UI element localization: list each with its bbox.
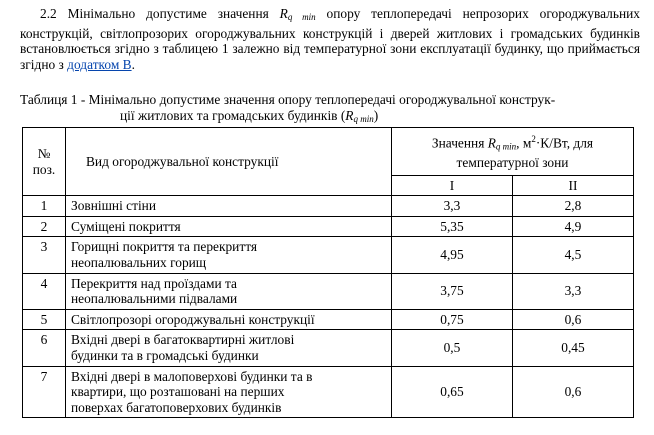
row-number: 7 — [23, 366, 66, 418]
row-type-line: поверхах багатоповерхових будинків — [71, 399, 282, 415]
row-zone-2-value: 3,3 — [512, 273, 633, 309]
row-number: 2 — [23, 216, 66, 237]
para-text-2: опору теплопередачі непрозорих огороджувальних конструкцій, світлопрозорих огороджувальних конструкцій і дверей житлових і громадських будинків встановлюється згідно з таблицею 1 залежно від температурної зони експлуатації будинку, що приймається згідно з — [20, 6, 640, 72]
row-zone-2-value: 4,9 — [512, 216, 633, 237]
header-type: Вид огороджувальної конструкції — [66, 128, 392, 196]
caption-symbol: R — [345, 107, 354, 123]
row-type-line: Вхідні двері в багатоквартирні житлові — [71, 332, 295, 348]
caption-close: ) — [373, 107, 379, 123]
row-construction-type — [66, 330, 392, 366]
row-zone-1-value: 0,5 — [392, 330, 513, 366]
header-value — [392, 128, 634, 176]
caption-text: ції житлових та громадських будинків ( — [120, 107, 346, 123]
header-num — [23, 128, 66, 196]
header-value-unit: ·К/Вт, для — [535, 135, 594, 151]
header-num-line1: № — [37, 146, 51, 162]
header-value-line2: температурної зони — [456, 155, 569, 171]
row-zone-2-value: 0,6 — [512, 366, 633, 418]
row-zone-1-value: 0,75 — [392, 309, 513, 330]
row-zone-1-value: 4,95 — [392, 237, 513, 273]
row-zone-2-value: 0,6 — [512, 309, 633, 330]
row-construction-type — [66, 196, 392, 217]
row-zone-2-value: 2,8 — [512, 196, 633, 217]
intro-paragraph — [20, 6, 640, 72]
table-row — [23, 216, 634, 237]
row-type-line: неопалювальних горищ — [71, 255, 207, 271]
row-type-line: Вхідні двері в малоповерхові будинки та в — [71, 368, 313, 384]
header-value-symbol: R — [487, 135, 496, 151]
row-number: 3 — [23, 237, 66, 273]
row-zone-1-value: 3,75 — [392, 273, 513, 309]
row-zone-2-value: 0,45 — [512, 330, 633, 366]
header-value-sup: 2 — [531, 134, 536, 144]
para-text-3: . — [131, 56, 135, 72]
row-zone-1-value: 3,3 — [392, 196, 513, 217]
row-type-line: Світлопрозорі огороджувальні конструкції — [71, 311, 315, 327]
row-zone-2-value: 4,5 — [512, 237, 633, 273]
row-number: 6 — [23, 330, 66, 366]
para-text-1: 2.2 Мінімально допустиме значення — [40, 6, 280, 21]
header-zone-2: II — [512, 175, 633, 196]
row-number: 5 — [23, 309, 66, 330]
row-type-line: Суміщені покриття — [71, 218, 181, 234]
header-value-suffix: , м — [516, 135, 532, 151]
row-zone-1-value: 0,65 — [392, 366, 513, 418]
row-construction-type — [66, 366, 392, 418]
header-zone-1: I — [392, 175, 513, 196]
table-row — [23, 237, 634, 273]
row-type-line: Горищні покриття та перекриття — [71, 239, 258, 255]
row-construction-type — [66, 309, 392, 330]
row-type-line: неопалювальними підвалами — [71, 291, 238, 307]
table-row — [23, 273, 634, 309]
appendix-link[interactable]: додатком В — [67, 56, 132, 72]
header-value-prefix: Значення — [431, 135, 488, 151]
caption-subscript: q min — [353, 113, 374, 124]
row-number: 4 — [23, 273, 66, 309]
table-caption — [20, 92, 640, 127]
row-type-line: будинки та в громадські будинки — [71, 348, 259, 363]
para-symbol: R — [279, 6, 288, 21]
row-construction-type — [66, 273, 392, 309]
row-number: 1 — [23, 196, 66, 217]
para-subscript: q min — [287, 12, 316, 22]
caption-line-2 — [20, 108, 640, 128]
header-num-line2: поз. — [32, 161, 56, 177]
caption-line-1: Таблиця 1 - Мінімально допустиме значення опору теплопередачі огороджувальної конструк- — [20, 92, 556, 107]
table-row — [23, 366, 634, 418]
resistance-table — [22, 127, 634, 418]
header-value-subscript: q min — [495, 141, 517, 152]
table-row — [23, 309, 634, 330]
row-zone-1-value: 5,35 — [392, 216, 513, 237]
row-construction-type — [66, 216, 392, 237]
header-row — [23, 128, 634, 176]
row-type-line: квартири, що розташовані на перших — [71, 384, 285, 400]
row-construction-type — [66, 237, 392, 273]
row-type-line: Перекриття над проїздами та — [71, 275, 237, 291]
table-row — [23, 330, 634, 366]
row-type-line: Зовнішні стіни — [71, 198, 157, 214]
table-row — [23, 196, 634, 217]
table-body — [23, 196, 634, 418]
